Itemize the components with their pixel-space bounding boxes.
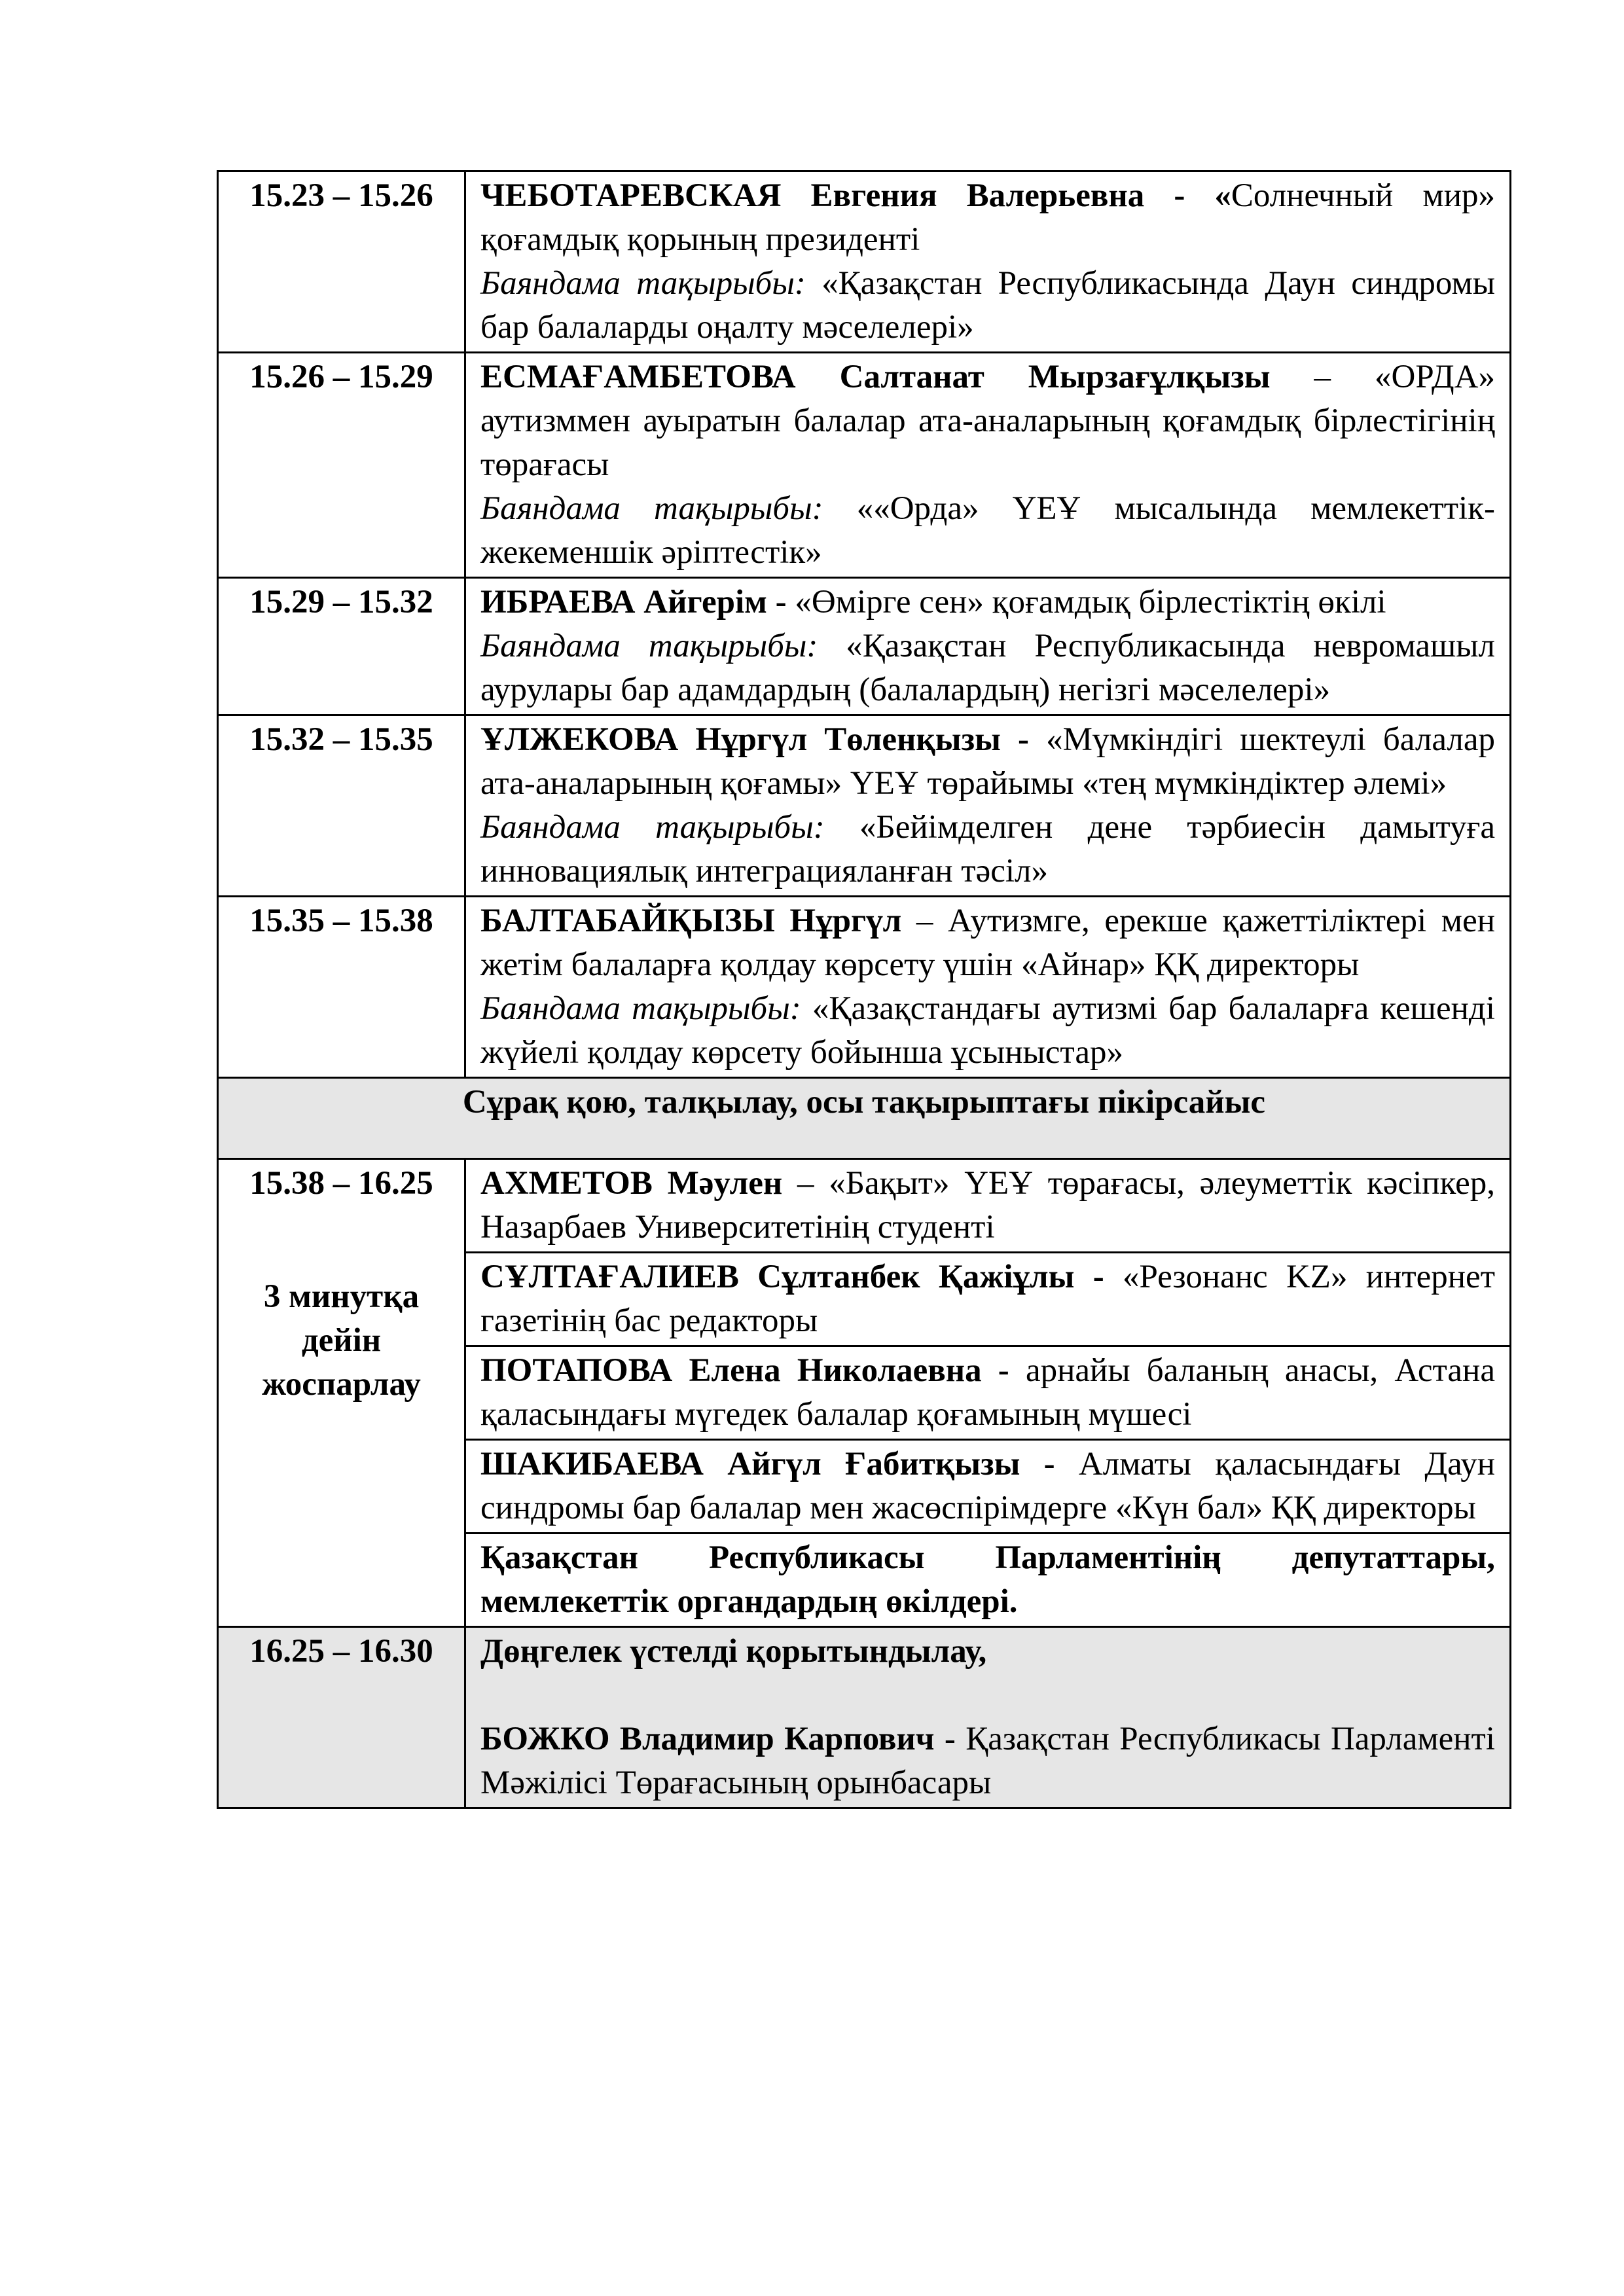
speaker-cell [465, 171, 1511, 353]
speaker-name: АХМЕТОВ Мәулен [480, 1165, 783, 1202]
speaker-role: «Резонанс KZ» интернет газетінің бас редакторы [480, 1259, 1495, 1339]
speaker-role: «Мүмкіндігі шектеулі балалар ата-аналарының қоғамы» ҮЕҰ төрайымы «тең мүмкіндіктер әлемі» [480, 721, 1496, 802]
speaker-name: СҰЛТАҒАЛИЕВ Сұлтанбек Қажіұлы - [480, 1259, 1123, 1295]
speaker-role: Солнечный мир» қоғамдық қорының президенті [480, 177, 1495, 258]
speaker-role: – Аутизмге, ерекше қажеттіліктері мен жетім балаларға қолдау көрсету үшін «Айнар» ҚҚ директоры [480, 903, 1496, 983]
topic-text: ««Орда» ҮЕҰ мысалында мемлекеттік-жекеменшік әріптестік» [480, 490, 1495, 571]
topic-label: Баяндама тақырыбы: [480, 628, 818, 664]
plan-line: дейін [301, 1322, 382, 1359]
speaker-name: ПОТАПОВА Елена Николаевна - [480, 1352, 1026, 1389]
speaker-role: – «ОРДА» аутизммен ауыратын балалар ата-аналарының қоғамдық бірлестігінің төрағасы [480, 359, 1495, 483]
topic-label: Баяндама тақырыбы: [480, 809, 825, 846]
program-row [218, 578, 1511, 715]
time-slot: 15.35 – 15.38 [218, 897, 465, 1078]
time-plan-note [224, 1275, 459, 1407]
speaker-name: ИБРАЕВА Айгерім - [480, 584, 795, 620]
speaker-cell [465, 1253, 1511, 1346]
plan-line: 3 минутқа [263, 1278, 420, 1315]
time-slot: 16.25 – 16.30 [218, 1627, 465, 1808]
speaker-name: ШАКИБАЕВА Айгүл Ғабитқызы - [480, 1446, 1079, 1482]
deputies-text: Қазақстан Республикасы Парламентінің депутаттары, мемлекеттік органдардың өкілдері. [480, 1539, 1495, 1620]
speaker-cell [465, 578, 1511, 715]
topic-text: «Қазақстан Республикасында невромашыл аурулары бар адамдардың (балалардың) негізгі мәселелері» [480, 628, 1495, 708]
speaker-cell [465, 715, 1511, 897]
program-row [218, 353, 1511, 578]
speaker-cell [465, 1159, 1511, 1253]
closing-title: Дөңгелек үстелді қорытындылау, [480, 1633, 987, 1670]
discussion-row [218, 1078, 1511, 1159]
plan-line: жоспарлау [262, 1366, 421, 1403]
topic-text: «Қазақстан Республикасында Даун синдромы бар балаларды оңалту мәселелері» [480, 265, 1495, 346]
time-slot: 15.23 – 15.26 [218, 171, 465, 353]
speaker-name: ЧЕБОТАРЕВСКАЯ Евгения Валерьевна - « [480, 177, 1231, 214]
speaker-role: арнайы баланың анасы, Астана қаласындағы мүгедек балалар қоғамының мүшесі [480, 1352, 1495, 1433]
discussion-heading: Сұрақ қою, талқылау, осы тақырыптағы пікірсайыс [218, 1078, 1511, 1159]
group-time-cell [218, 1159, 465, 1627]
speaker-name: ЕСМАҒАМБЕТОВА Салтанат Мырзағұлқызы [480, 359, 1271, 395]
topic-label: Баяндама тақырыбы: [480, 265, 806, 302]
topic-label: Баяндама тақырыбы: [480, 990, 801, 1027]
speaker-role: Алматы қаласындағы Даун синдромы бар балалар мен жасөспірімдерге «Күн бал» ҚҚ директоры [480, 1446, 1495, 1526]
speaker-role: «Өмірге сен» қоғамдық бірлестіктің өкілі [795, 584, 1386, 620]
speaker-name: ҰЛЖЕКОВА Нұргүл Төленқызы - [480, 721, 1047, 758]
time-slot: 15.38 – 16.25 [249, 1165, 433, 1202]
program-row [218, 171, 1511, 353]
speaker-role: - Қазақстан Республикасы Парламенті Мәжілісі Төрағасының орынбасары [480, 1721, 1495, 1801]
speaker-name: БАЛТАБАЙҚЫЗЫ Нұргүл [480, 903, 902, 939]
speaker-cell [465, 353, 1511, 578]
program-row [218, 715, 1511, 897]
speaker-role: – «Бақыт» ҮЕҰ төрағасы, әлеуметтік кәсіпкер, Назарбаев Университетінің студенті [480, 1165, 1495, 1246]
time-slot: 15.29 – 15.32 [218, 578, 465, 715]
program-schedule-table [217, 170, 1511, 1809]
time-slot: 15.32 – 15.35 [218, 715, 465, 897]
time-slot: 15.26 – 15.29 [218, 353, 465, 578]
speaker-cell [465, 897, 1511, 1078]
speaker-name: БОЖКО Владимир Карпович [480, 1721, 935, 1757]
spacer [480, 1674, 1495, 1717]
program-row [218, 897, 1511, 1078]
closing-cell [465, 1627, 1511, 1808]
group-speaker-row [218, 1159, 1511, 1253]
topic-text: «Бейімделген дене тәрбиесін дамытуға инновациялық интеграцияланған тәсіл» [480, 809, 1496, 889]
speaker-cell [465, 1346, 1511, 1440]
closing-row [218, 1627, 1511, 1808]
topic-text: «Қазақстандағы аутизмі бар балаларға кешенді жүйелі қолдау көрсету бойынша ұсыныстар» [480, 990, 1495, 1071]
deputies-cell [465, 1534, 1511, 1627]
speaker-cell [465, 1440, 1511, 1534]
topic-label: Баяндама тақырыбы: [480, 490, 823, 527]
